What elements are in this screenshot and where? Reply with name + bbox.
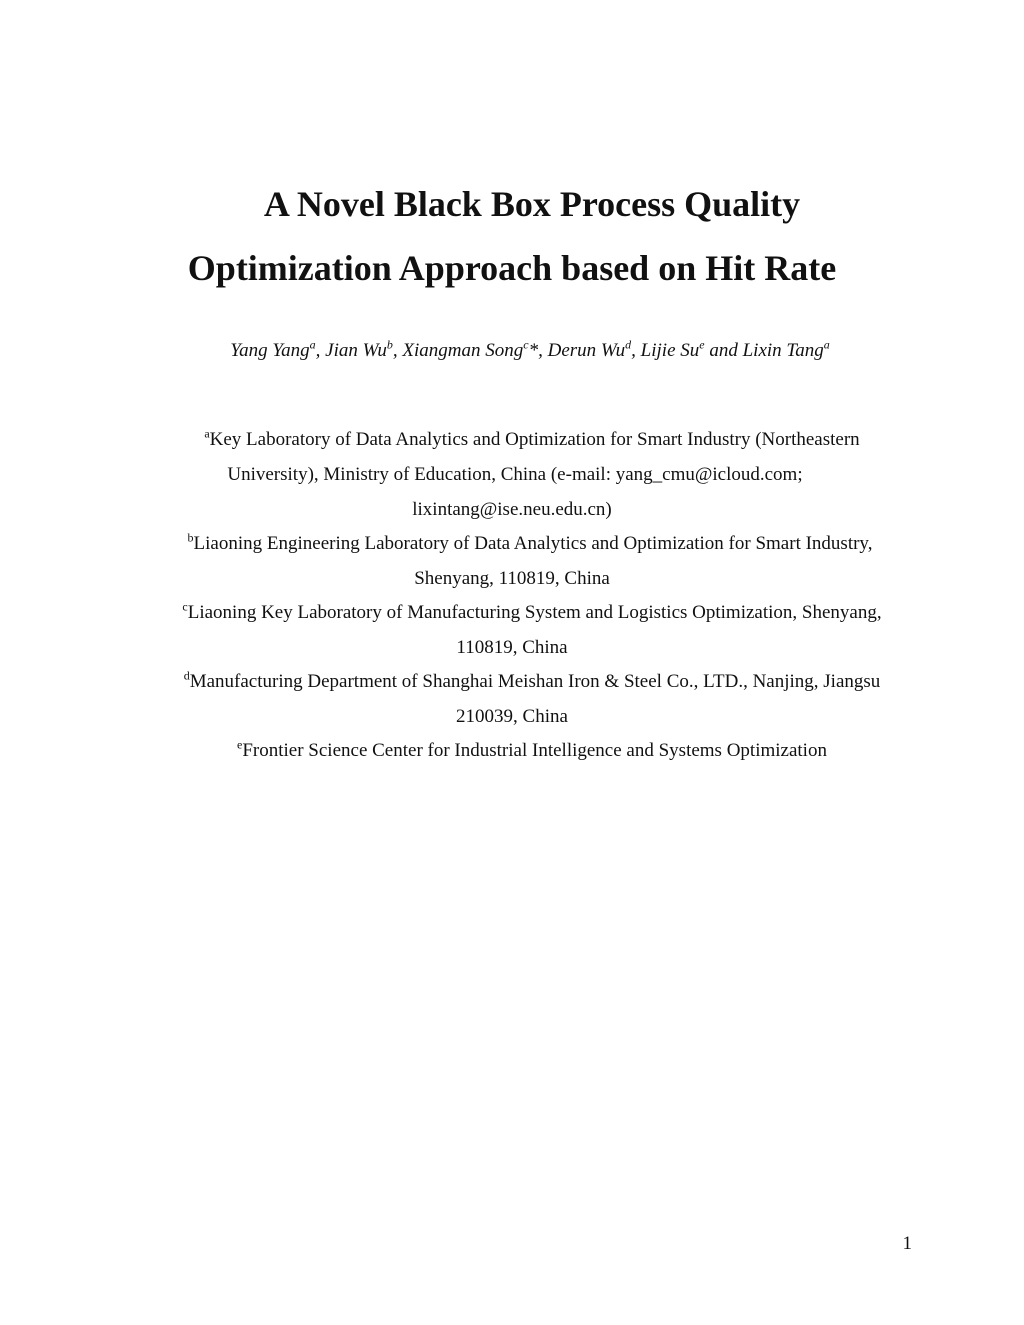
affiliation-b-line-1	[0, 531, 1024, 557]
author-separator: ,	[315, 340, 326, 361]
paper-title-line-2: Optimization Approach based on Hit Rate	[187, 248, 837, 288]
affiliation-b-line-2: Shenyang, 110819, China	[414, 568, 610, 589]
author-name: Derun Wu	[547, 340, 626, 361]
affiliation-d-line-2: 210039, China	[456, 706, 568, 727]
affiliation-c-line-2: 110819, China	[456, 637, 568, 658]
affiliation-mark: a	[204, 426, 210, 441]
author-separator: *,	[528, 340, 548, 361]
affiliation-text: Key Laboratory of Data Analytics and Optimization for Smart Industry (Northeastern	[209, 429, 860, 450]
author-affiliation-mark: a	[823, 337, 830, 352]
affiliation-text: Liaoning Key Laboratory of Manufacturing System and Logistics Optimization, Shenyang,	[187, 602, 882, 623]
author-separator: ,	[392, 340, 403, 361]
author-affiliation-mark: a	[309, 337, 316, 352]
affiliation-e-line-1	[0, 738, 1024, 764]
affiliation-a-line-1	[0, 427, 1024, 453]
affiliation-text: Frontier Science Center for Industrial Intelligence and Systems Optimization	[242, 740, 827, 761]
paper-title-line-1: A Novel Black Box Process Quality	[263, 184, 801, 224]
author-name: Yang Yang	[230, 340, 310, 361]
author-name: Jian Wu	[325, 340, 387, 361]
author-affiliation-mark: c	[523, 337, 529, 352]
author-separator: ,	[631, 340, 641, 361]
affiliation-d-line-1	[0, 669, 1024, 695]
page-number: 1	[902, 1233, 912, 1254]
affiliation-a-line-3: lixintang@ise.neu.edu.cn)	[412, 499, 612, 520]
affiliation-mark: e	[237, 737, 243, 752]
author-affiliation-mark: e	[699, 337, 705, 352]
author-list	[0, 338, 1024, 364]
affiliation-text: Manufacturing Department of Shanghai Meishan Iron & Steel Co., LTD., Nanjing, Jiangsu	[189, 671, 881, 692]
author-name: Lixin Tang	[742, 340, 824, 361]
author-name: Lijie Su	[640, 340, 700, 361]
author-name: Xiangman Song	[402, 340, 524, 361]
author-separator: and	[704, 340, 743, 361]
affiliation-mark: b	[187, 530, 194, 545]
author-affiliation-mark: d	[625, 337, 632, 352]
affiliation-text: Liaoning Engineering Laboratory of Data Analytics and Optimization for Smart Industry,	[193, 533, 873, 554]
affiliation-c-line-1	[0, 600, 1024, 626]
author-affiliation-mark: b	[386, 337, 393, 352]
affiliation-a-line-2: University), Ministry of Education, China (e-mail: yang_cmu@icloud.com;	[227, 464, 803, 485]
affiliation-mark: d	[183, 668, 190, 683]
affiliation-mark: c	[182, 599, 188, 614]
